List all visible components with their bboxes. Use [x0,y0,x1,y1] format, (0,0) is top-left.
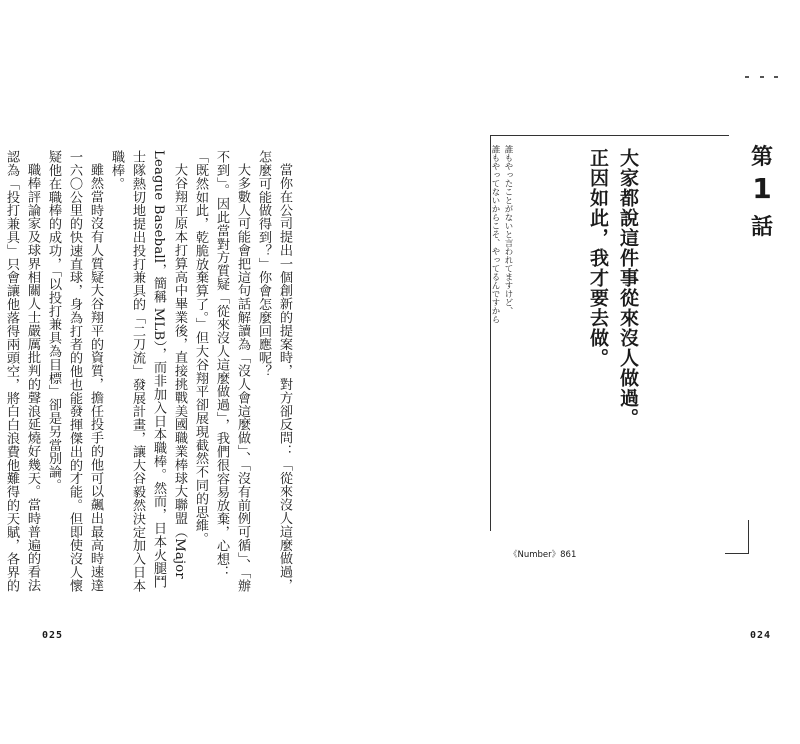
corner-mark [774,76,778,78]
body-paragraph: 大谷翔平原本打算高中畢業後，直接挑戰美國職業棒球大聯盟（Major League Baseball，簡稱 MLB），而非加入日本職棒。然而，日本火腿鬥士隊熱切地提出投打兼具的「二刀流」發展計畫，讓大谷毅然決定加入日本職棒。 [109,150,187,593]
body-paragraph: 大多數人可能會把這句話解讀為「沒人會這麼做」、「沒有前例可循」、「辦不到」。因此當對方質疑「從來沒人這麼做過」，我們很容易放棄，心想：「既然如此，乾脆放棄算了。」但大谷翔平卻展現截然不同的思維。 [193,150,250,593]
chapter-label-suffix: 話 [750,215,773,240]
page-number-left: 025 [42,630,64,641]
page-number-right: 024 [750,630,772,641]
body-paragraph: 當你在公司提出一個創新的提案時，對方卻反問：「從來沒人這麼做過，怎麼可能做得到？」你會怎麼回應呢？ [256,150,292,592]
body-text [0,150,295,600]
chapter-label-prefix: 第 [750,145,773,170]
chinese-quote: 大家都說這件事從來沒人做過。 正因如此，我才要去做。 [587,148,639,428]
chapter-number: 1 [752,172,772,205]
frame-corner-horizontal [725,553,749,554]
quote-source: 《Number》861 [509,550,577,560]
body-paragraph: 雖然當時沒有人質疑大谷翔平的資質，擔任投手的他可以飆出最高時速達一六〇公里的快速直球，身為打者的他也能發揮傑出的才能。但即使沒人懷疑他在職棒的成功，「以投打兼具為目標」卻是另當別論。 [46,150,103,593]
body-paragraph: 職棒評論家及球界相關人士嚴厲批判的聲浪延燒好幾天。當時普遍的看法認為「投打兼具」只會讓他落得兩頭空，將白白浪費他難得的天賦，各界的 [4,150,40,593]
corner-mark [745,76,749,78]
corner-mark [760,76,764,78]
original-japanese-quote: 誰もやったことがないと言われてますけど、 誰もやってないからこそ、やってるんですから [490,145,513,324]
frame-corner-vertical [748,520,749,554]
